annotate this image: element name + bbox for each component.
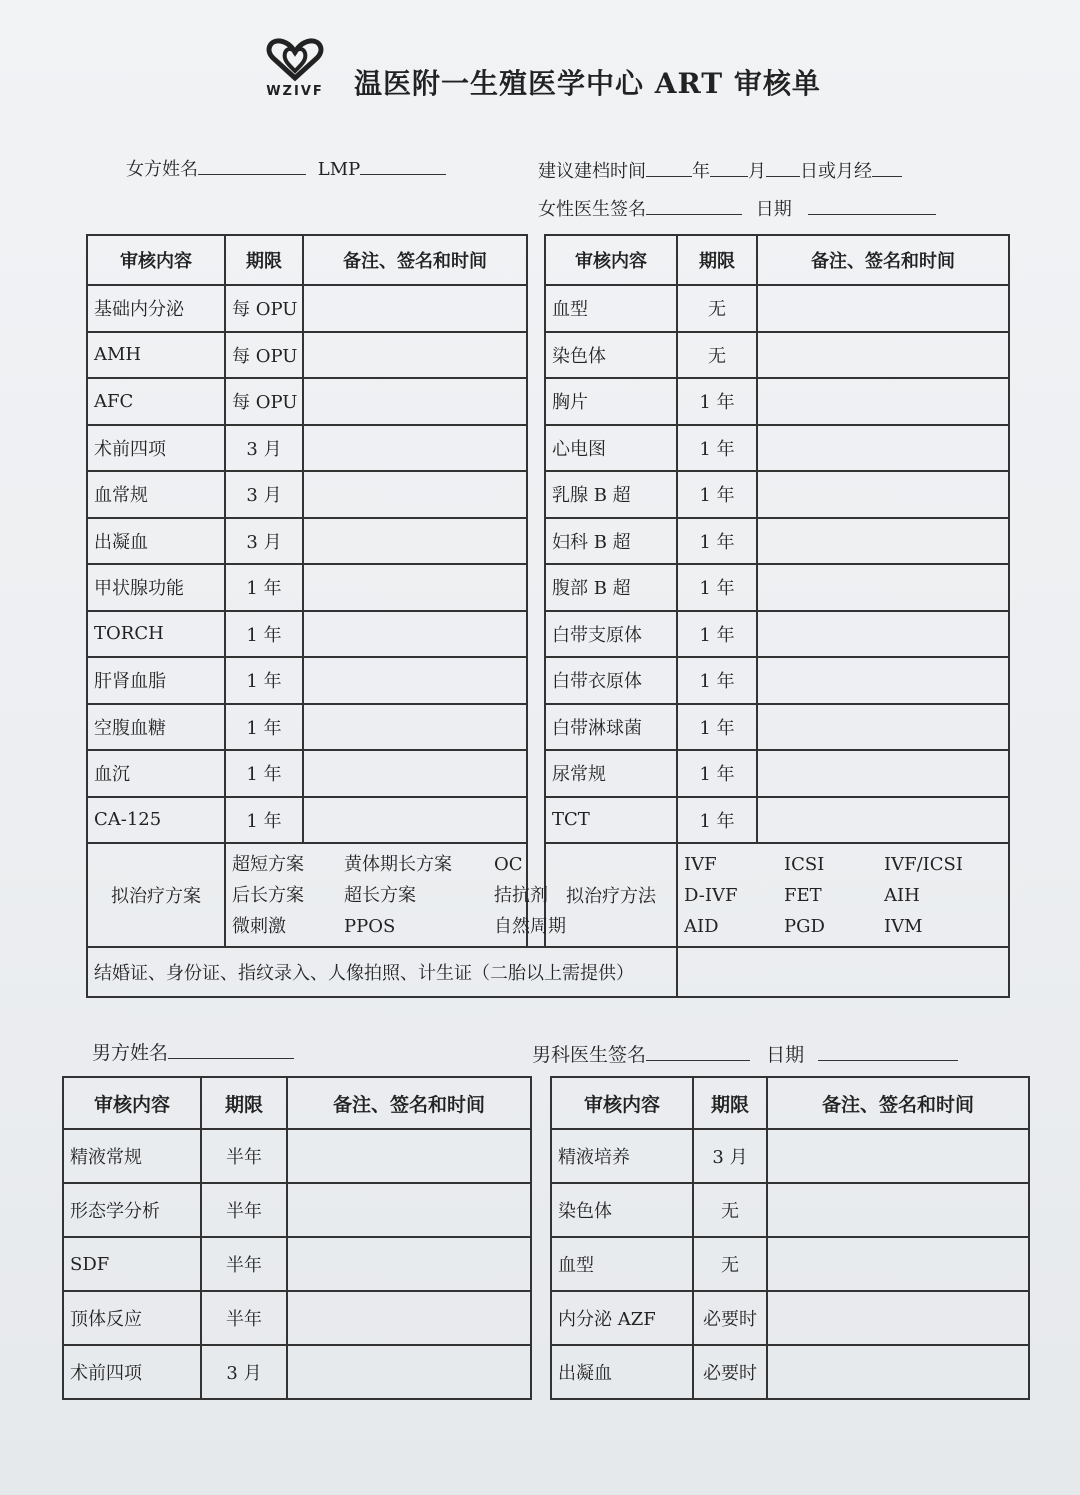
notes-signature-cell[interactable] [757,332,1009,379]
table-row [87,471,1009,518]
review-item: 内分泌 AZF [551,1291,693,1345]
column-gap [527,378,545,425]
treatment-option[interactable]: IVF/ICSI [884,853,963,875]
month-label: 月 [748,161,766,182]
review-item: 白带淋球菌 [545,704,677,751]
review-item: 肝肾血脂 [87,657,225,704]
review-period: 无 [677,285,757,332]
notes-signature-cell[interactable] [303,564,527,611]
male-date-label: 日期 [766,1044,805,1066]
column-gap [531,1183,551,1237]
review-period: 1 年 [677,564,757,611]
notes-signature-cell[interactable] [303,611,527,658]
treatment-option[interactable]: 拮抗剂 [494,884,548,906]
filing-time-field[interactable] [538,157,902,183]
review-item: 染色体 [545,332,677,379]
header-notes: 备注、签名和时间 [303,235,527,285]
column-gap [527,750,545,797]
female-doctor-sign-field[interactable] [538,195,936,221]
male-review-table [62,1076,1030,1400]
review-period: 半年 [201,1237,287,1291]
header-period: 期限 [225,235,303,285]
review-item: 甲状腺功能 [87,564,225,611]
review-period: 必要时 [693,1291,767,1345]
notes-signature-cell[interactable] [757,378,1009,425]
review-period: 1 年 [225,704,303,751]
header-notes: 备注、签名和时间 [767,1077,1029,1129]
logo-text: WZIVF [266,84,324,99]
column-gap [527,657,545,704]
notes-signature-cell[interactable] [287,1345,531,1399]
table-row [63,1291,1029,1345]
header-period: 期限 [677,235,757,285]
review-item: 血常规 [87,471,225,518]
review-item: 空腹血糖 [87,704,225,751]
notes-signature-cell[interactable] [287,1291,531,1345]
notes-signature-cell[interactable] [757,704,1009,751]
treatment-option[interactable]: 超长方案 [344,884,416,906]
review-period: 每 OPU [225,332,303,379]
plan-label: 拟治疗方案 [87,843,225,947]
documents-note: 结婚证、身份证、指纹录入、人像拍照、计生证（二胎以上需提供） [87,947,677,997]
review-item: 术前四项 [63,1345,201,1399]
treatment-option[interactable]: ICSI [784,853,825,875]
notes-signature-cell[interactable] [287,1183,531,1237]
notes-signature-cell[interactable] [757,518,1009,565]
review-item: 精液常规 [63,1129,201,1183]
table-row [87,332,1009,379]
column-gap [527,704,545,751]
female-review-table [86,234,1010,998]
review-period: 1 年 [225,750,303,797]
table-row [87,657,1009,704]
treatment-option[interactable]: D-IVF [684,884,738,906]
review-period: 1 年 [225,657,303,704]
treatment-option[interactable]: FET [784,884,822,906]
notes-signature-cell[interactable] [757,797,1009,844]
notes-signature-cell[interactable] [757,425,1009,472]
review-item: 顶体反应 [63,1291,201,1345]
treatment-option[interactable]: 自然周期 [494,915,566,937]
table-row [87,750,1009,797]
table-row [63,1237,1029,1291]
female-name-field[interactable] [126,155,446,181]
treatment-option[interactable]: IVF [684,853,717,875]
review-period: 1 年 [225,797,303,844]
treatment-option[interactable]: IVM [884,915,923,937]
review-period: 1 年 [225,564,303,611]
notes-signature-cell[interactable] [757,657,1009,704]
review-item: 胸片 [545,378,677,425]
heart-logo-icon [264,38,326,82]
notes-signature-cell[interactable] [287,1129,531,1183]
notes-signature-cell[interactable] [303,378,527,425]
review-item: AFC [87,378,225,425]
review-period: 1 年 [677,657,757,704]
column-gap [527,235,545,285]
column-gap [531,1077,551,1129]
notes-signature-cell[interactable] [757,471,1009,518]
header-notes: 备注、签名和时间 [287,1077,531,1129]
plan-options [232,849,566,942]
review-item: SDF [63,1237,201,1291]
review-period: 半年 [201,1183,287,1237]
female-doctor-label: 女性医生签名 [538,199,646,220]
column-gap [527,564,545,611]
documents-row [87,947,1009,997]
notes-signature-cell[interactable] [757,750,1009,797]
column-gap [527,518,545,565]
method-label: 拟治疗方法 [545,843,677,947]
column-gap [531,1291,551,1345]
wzivf-logo [262,38,328,99]
option-line [232,880,548,911]
review-period: 1 年 [677,611,757,658]
review-item: 出凝血 [87,518,225,565]
review-period: 3 月 [201,1345,287,1399]
review-item: 腹部 B 超 [545,564,677,611]
column-gap [527,797,545,844]
review-period: 1 年 [677,704,757,751]
column-gap [527,425,545,472]
notes-signature-cell[interactable] [287,1237,531,1291]
review-item: 白带支原体 [545,611,677,658]
method-options [684,849,1002,942]
treatment-option[interactable]: 微刺激 [232,915,286,937]
review-period: 1 年 [677,797,757,844]
review-item: CA-125 [87,797,225,844]
notes-signature-cell[interactable] [757,611,1009,658]
table-row [63,1183,1029,1237]
notes-signature-cell[interactable] [767,1291,1029,1345]
male-table-header [63,1077,1029,1129]
review-period: 1 年 [677,425,757,472]
notes-signature-cell[interactable] [767,1237,1029,1291]
review-item: AMH [87,332,225,379]
treatment-option[interactable]: AIH [884,884,920,906]
treatment-option[interactable]: 后长方案 [232,884,304,906]
review-item: 心电图 [545,425,677,472]
review-item: 白带衣原体 [545,657,677,704]
notes-signature-cell[interactable] [303,657,527,704]
column-gap [531,1129,551,1183]
header-period: 期限 [693,1077,767,1129]
header-content: 审核内容 [63,1077,201,1129]
male-doctor-label: 男科医生签名 [532,1044,647,1066]
review-period: 3 月 [225,425,303,472]
year-label: 年 [692,161,710,182]
review-item: TORCH [87,611,225,658]
header-content: 审核内容 [551,1077,693,1129]
treatment-option[interactable]: 超短方案 [232,853,304,875]
review-item: 出凝血 [551,1345,693,1399]
notes-signature-cell[interactable] [303,750,527,797]
notes-signature-cell[interactable] [757,564,1009,611]
notes-signature-cell[interactable] [303,425,527,472]
review-period: 必要时 [693,1345,767,1399]
review-period: 无 [693,1237,767,1291]
treatment-option[interactable]: PGD [784,915,825,937]
review-period: 3 月 [693,1129,767,1183]
header-notes: 备注、签名和时间 [757,235,1009,285]
review-period: 无 [693,1183,767,1237]
plan-options-cell [225,843,566,947]
header-content: 审核内容 [545,235,677,285]
review-item: 术前四项 [87,425,225,472]
review-period: 半年 [201,1291,287,1345]
filing-time-label: 建议建档时间 [538,161,646,182]
notes-signature-cell[interactable] [303,285,527,332]
notes-signature-cell[interactable] [757,285,1009,332]
notes-signature-cell[interactable] [303,518,527,565]
day-or-period-label: 日或月经 [800,161,872,182]
notes-signature-cell[interactable] [303,704,527,751]
male-name-field[interactable] [92,1038,294,1065]
table-row [87,797,1009,844]
option-line [684,880,1002,911]
review-period: 1 年 [677,471,757,518]
table-row [87,425,1009,472]
treatment-option[interactable]: PPOS [344,915,396,937]
option-line [684,911,1002,942]
method-options-cell [677,843,1009,947]
page-title: 温医附一生殖医学中心 ART 审核单 [354,67,821,100]
table-row [87,378,1009,425]
review-period: 无 [677,332,757,379]
notes-signature-cell[interactable] [767,1129,1029,1183]
treatment-option[interactable]: 黄体期长方案 [344,853,452,875]
documents-note-cell[interactable] [677,947,1009,997]
option-line [232,911,566,942]
review-item: 基础内分泌 [87,285,225,332]
treatment-option[interactable]: OC [494,853,523,875]
table-row [63,1129,1029,1183]
treatment-plan-row [87,843,1009,947]
column-gap [527,611,545,658]
review-item: 妇科 B 超 [545,518,677,565]
review-item: 血型 [545,285,677,332]
header-content: 审核内容 [87,235,225,285]
review-item: 染色体 [551,1183,693,1237]
header-period: 期限 [201,1077,287,1129]
option-line [684,849,1002,880]
female-name-label: 女方姓名 [126,159,198,180]
column-gap [527,285,545,332]
column-gap [527,471,545,518]
review-item: 乳腺 B 超 [545,471,677,518]
review-item: 血型 [551,1237,693,1291]
column-gap [531,1345,551,1399]
review-item: 尿常规 [545,750,677,797]
table-row [63,1345,1029,1399]
review-period: 每 OPU [225,378,303,425]
notes-signature-cell[interactable] [303,471,527,518]
table-row [87,611,1009,658]
female-date-label: 日期 [755,199,792,220]
notes-signature-cell[interactable] [767,1183,1029,1237]
review-period: 1 年 [677,750,757,797]
notes-signature-cell[interactable] [303,332,527,379]
review-period: 1 年 [677,378,757,425]
table-row [87,564,1009,611]
lmp-label: LMP [317,159,361,180]
option-line [232,849,523,880]
treatment-option[interactable]: AID [684,915,719,937]
male-name-label: 男方姓名 [92,1042,169,1064]
male-doctor-sign-field[interactable] [532,1040,958,1067]
column-gap [531,1237,551,1291]
review-period: 每 OPU [225,285,303,332]
review-item: TCT [545,797,677,844]
review-period: 3 月 [225,471,303,518]
review-period: 1 年 [225,611,303,658]
review-period: 3 月 [225,518,303,565]
female-table-header [87,235,1009,285]
table-row [87,704,1009,751]
review-item: 血沉 [87,750,225,797]
table-row [87,518,1009,565]
notes-signature-cell[interactable] [303,797,527,844]
review-item: 精液培养 [551,1129,693,1183]
column-gap [527,332,545,379]
review-period: 1 年 [677,518,757,565]
review-period: 半年 [201,1129,287,1183]
table-row [87,285,1009,332]
notes-signature-cell[interactable] [767,1345,1029,1399]
review-item: 形态学分析 [63,1183,201,1237]
